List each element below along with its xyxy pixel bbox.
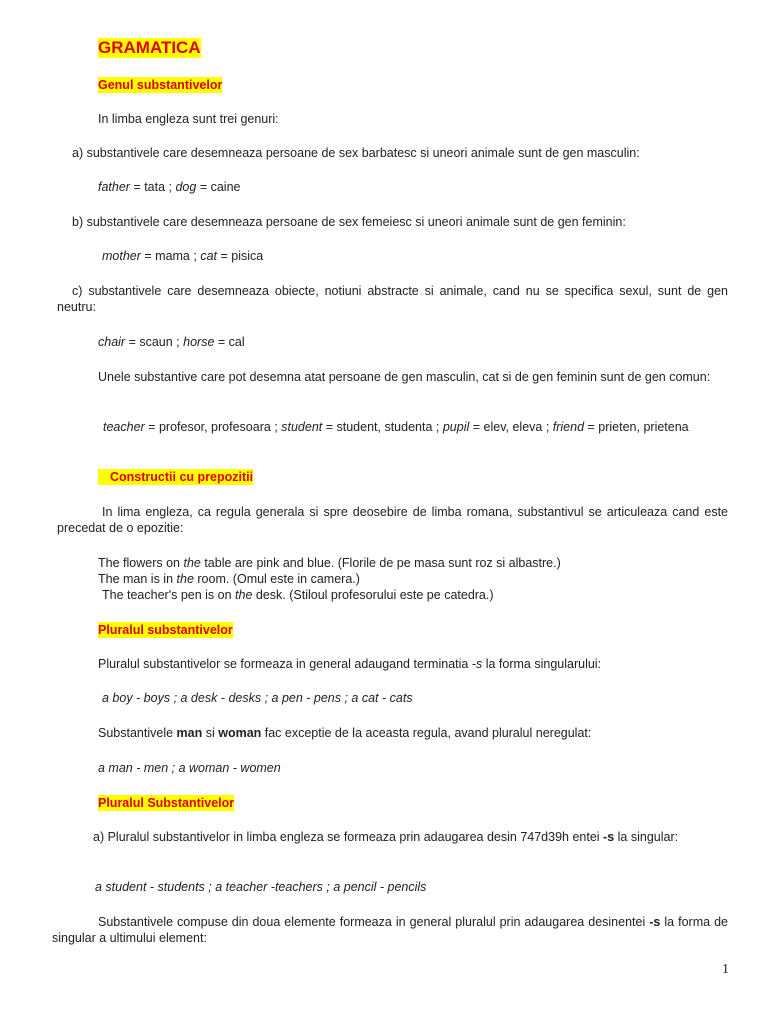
section-heading-plural: Pluralul substantivelor (98, 623, 233, 637)
exception-text: Substantivele (98, 726, 177, 740)
word: student (281, 420, 323, 434)
gender-neuter: c) substantivele care desemneaza obiecte, notiuni abstracte si animale, cand nu se specifica sexul, sunt de gen neutru: (57, 284, 728, 314)
rule-text: Substantivele compuse din doua elemente formeaza in general pluralul prin adaugarea desinentei (98, 915, 650, 929)
exception-text: fac exceptie de la aceasta regula, avand pluralul neregulat: (261, 726, 592, 740)
plural-rule (98, 656, 601, 672)
section-heading-gender: Genul substantivelor (98, 78, 223, 92)
prepositions-intro: In lima engleza, ca regula generala si spre deosebire de limba romana, substantivul se articuleaza cand este precedat de o epozitie: (57, 505, 728, 535)
translation: = cal (214, 335, 245, 349)
word: horse (183, 335, 215, 349)
word: pupil (442, 420, 470, 434)
translation: = tata ; (129, 180, 176, 194)
translation: = profesor, profesoara ; (144, 420, 282, 434)
translation: = scaun ; (125, 335, 184, 349)
rule-text: a) Pluralul substantivelor in limba engleza se formeaza prin adaugarea desin 747d39h entei (93, 830, 604, 844)
page-number: 1 (722, 962, 729, 977)
suffix: -s (471, 657, 483, 671)
prep-example-2 (98, 571, 360, 587)
example-neuter (98, 334, 245, 350)
translation: = pisica (217, 249, 264, 263)
word: dog (175, 180, 197, 194)
translation: = elev, eleva ; (469, 420, 553, 434)
plural-examples-2: a student - students ; a teacher -teachers ; a pencil - pencils (95, 880, 427, 894)
exception-text: si (202, 726, 219, 740)
word: cat (200, 249, 217, 263)
word: friend (552, 420, 585, 434)
translation: = caine (196, 180, 241, 194)
page-title (98, 38, 201, 58)
sentence-part: The man is in (98, 572, 177, 586)
suffix: -s (649, 915, 661, 929)
word: chair (98, 335, 126, 349)
word: father (98, 180, 130, 194)
article: the (176, 572, 194, 586)
translation: = mama ; (140, 249, 201, 263)
keyword: woman (218, 726, 262, 740)
rule-text: la forma singularului: (482, 657, 602, 671)
page-title-text: GRAMATICA (98, 38, 201, 57)
word: mother (102, 249, 141, 263)
article: the (235, 588, 253, 602)
sentence-part: desk. (Stiloul profesorului este pe catedra.) (252, 588, 494, 602)
plural-examples: a boy - boys ; a desk - desks ; a pen - pens ; a cat - cats (102, 691, 413, 705)
article: the (183, 556, 201, 570)
sentence-part: The flowers on (98, 556, 184, 570)
word: teacher (103, 420, 145, 434)
example-masculine (98, 179, 240, 195)
example-feminine (102, 248, 263, 264)
plural-compound (52, 914, 728, 946)
plural-exception (98, 725, 591, 741)
gender-masculine: a) substantivele care desemneaza persoane de sex barbatesc si uneori animale sunt de gen masculin: (72, 146, 640, 160)
translation: = student, studenta ; (322, 420, 443, 434)
prep-example-1 (98, 555, 561, 571)
plural-exception-examples: a man - men ; a woman - women (98, 761, 281, 775)
rule-text: Pluralul substantivelor se formeaza in general adaugand terminatia (98, 657, 472, 671)
suffix: -s (603, 830, 615, 844)
gender-intro: In limba engleza sunt trei genuri: (98, 112, 279, 126)
plural-rule-a (52, 829, 728, 845)
section-heading-prepositions: Constructii cu prepozitii (98, 469, 253, 485)
sentence-part: table are pink and blue. (Florile de pe masa sunt roz si albastre.) (200, 556, 561, 570)
rule-text: la forma de singular a ultimului element: (52, 915, 728, 945)
gender-common: Unele substantive care pot desemna atat persoane de gen masculin, cat si de gen feminin sunt de gen comun: (98, 370, 711, 384)
section-heading-plural-2: Pluralul Substantivelor (98, 796, 235, 810)
sentence-part: room. (Omul este in camera.) (193, 572, 360, 586)
gender-feminine: b) substantivele care desemneaza persoane de sex femeiesc si uneori animale sunt de gen feminin: (72, 215, 626, 229)
translation: = prieten, prietena (584, 420, 689, 434)
sentence-part: The teacher's pen is on (102, 588, 236, 602)
example-common (57, 419, 728, 435)
keyword: man (176, 726, 203, 740)
prep-example-3 (102, 587, 494, 603)
rule-text: la singular: (614, 830, 679, 844)
